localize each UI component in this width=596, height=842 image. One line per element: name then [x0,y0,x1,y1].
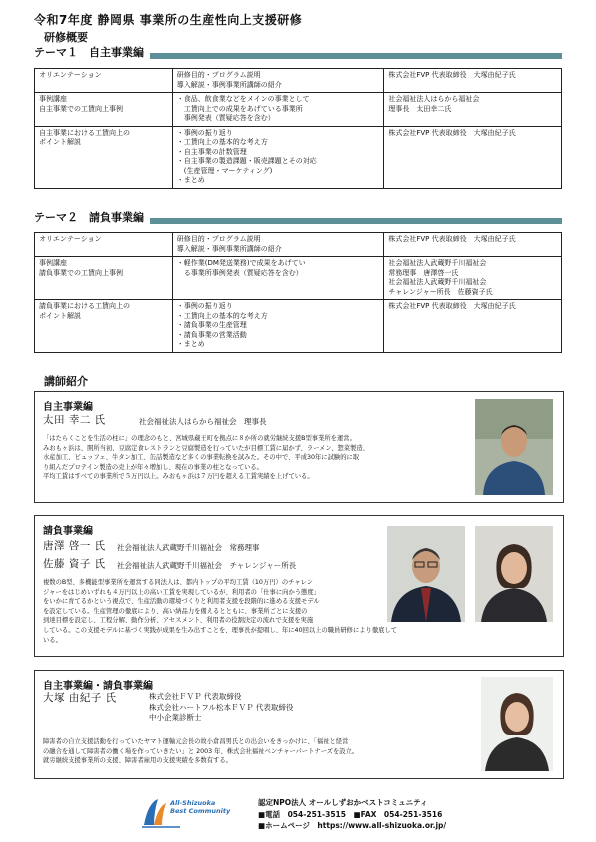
person-photo-icon [481,677,553,771]
content-cell: ・事例の振り返り ・工賃向上の基本的な考え方 ・請負事業の生産管理 ・請負事業の営業活動 ・まとめ [172,300,384,353]
content-cell: ・軽作業(DM発送業務)で成果をあげてい る事業所事例発表（質疑応答を含む） [172,257,384,300]
lecturer-name: 佐藤 資子 氏 [43,558,106,570]
lecturer-name: 大塚 由紀子 氏 [43,692,117,704]
table-row [35,257,562,300]
content-cell: ・食品、飲食業などをメインの事業として 工賃向上での成果をあげている事業所 事例発表（質疑応答を含む） [172,93,384,127]
person-photo-icon [387,526,465,622]
lecturer-bio: 障害者の自立支援活動を行っていたヤマト運輸元会長の故小倉昌男氏との出会いをきっかけに、「福祉と経営 の融合を通して障害者の働く場を作っていきたい」と 2003 年、株式会社福祉ベンチャーパートナーズを設立。 就労継続支援事業所の支援、障害者雇用の支援実績を多数有する。 [43,738,359,765]
theme1-heading: テーマ１ 自主事業編 [34,46,144,59]
page-title: 令和7年度 静岡県 事業所の生産性向上支援研修 [34,13,303,27]
org-logo [140,795,240,831]
table-row [35,69,562,93]
instructor-cell: 株式会社FVP 代表取締役 大塚由紀子氏 [384,300,562,353]
footer-website-link[interactable]: ■ホームページ https://www.all-shizuoka.or.jp/ [258,821,447,830]
lecturer-photo-otsuka [481,677,553,771]
lecturer-org: 社会福祉法人はらから福祉会 理事長 [139,417,267,426]
lecturer-bio: 「はたらくことを生活の柱に」の理念のもと、宮城県蔵王町を拠点に８か所の就労継続支援B型事業所を運営。 みおもヶ浜は、開所当初、豆腐定食レストランと豆腐製造を行っていたが目標工賃に届かず、ラーメン、惣菜製造、 水産加工、ビュッフェ、牛タン加工、缶詰製造など多くの事業転換を試みた。その中で、平成30年に試験的に取 り組んだプロテイン製造の売上が年々増加し、現在の事業の柱となっている。 平均工賃はすべての事業所で５万円以上。みおもヶ浜は７万円を超える工賃実績を上げている。 [43,435,369,481]
content-cell: 研修目的・プログラム説明 導入解説・事例事業所講師の紹介 [172,69,384,93]
theme2-table [34,232,562,353]
lecturer-bio: 複数のB型、多機能型事業所を運営する同法人は、都内トップの平均工賃（10万円）のチャレン ジャーをはじめいずれも４万円以上の高い工賃を実現しているが、利用者の「仕事に向かう態度」 をいかに育てるかという視点で、生産活動の環境づくりと利用者支援を段階的に進める支援モデル を設定している。生産管理の徹底により、高い納品力を備えるとともに、事業所ごとに支援の 到達目標を設定し、工程分解、動作分析、アセスメント、利用者の役割決定の流れで支援を実施 している。この支援モデルに基づく実践が成果を生み出すことを、理事長が提唱し、年に40回以上の職員研修により徹底している。 [43,579,398,644]
card-title: 自主事業編 [43,402,93,413]
table-row [35,93,562,127]
session-cell: オリエンテーション [35,69,173,93]
lecturer-org: 社会福祉法人武蔵野千川福祉会 常務理事 [117,543,260,552]
content-cell: ・事例の振り返り ・工賃向上の基本的な考え方 ・自主事業の計数管理 ・自主事業の製造課題・販売課題とその対応 (生産管理・マーケティング) ・まとめ [172,126,384,188]
lecturer-photo-karasawa [387,526,465,622]
lecturer-photo-ota [475,399,553,495]
lecturer-org: 株式会社ＦＶＰ 代表取締役 株式会社ハートフル松本ＦＶＰ 代表取締役 中小企業診断士 [149,692,294,722]
lecturer-name: 太田 幸二 氏 [43,414,106,426]
card-title: 請負事業編 [43,526,93,537]
content-cell: 研修目的・プログラム説明 導入解説・事例事業所講師の紹介 [172,233,384,257]
theme2-accent-bar [150,218,562,224]
instructor-cell: 社会福祉法人武蔵野千川福祉会 常務理事 唐澤啓一氏 社会福祉法人武蔵野千川福祉会 チャレンジャー所長 佐藤資子氏 [384,257,562,300]
instructor-cell: 株式会社FVP 代表取締役 大塚由紀子氏 [384,69,562,93]
table-row [35,300,562,353]
lecturer-card-musashino [34,515,564,657]
lecturer-card-ota [34,391,564,503]
table-row [35,233,562,257]
session-cell: 請負事業における工賃向上の ポイント解説 [35,300,173,353]
lecturer-org: 社会福祉法人武蔵野千川福祉会 チャレンジャー所長 [117,561,297,570]
lecturer-card-otsuka [34,670,564,779]
session-cell: 自主事業における工賃向上の ポイント解説 [35,126,173,188]
theme1-accent-bar [150,53,562,59]
card-title: 自主事業編・請負事業編 [43,681,153,692]
footer-org-name: 認定NPO法人 オールしずおかベストコミュニティ [258,798,428,807]
table-row [35,126,562,188]
person-photo-icon [475,399,553,495]
lecturer-name: 唐澤 啓一 氏 [43,540,106,552]
section-heading-overview: 研修概要 [44,31,88,44]
session-cell: オリエンテーション [35,233,173,257]
person-photo-icon [475,526,553,622]
session-cell: 事例講座 自主事業での工賃向上事例 [35,93,173,127]
footer-phone-fax: ■電話 054-251-3515 ■FAX 054-251-3516 [258,810,443,819]
session-cell: 事例講座 請負事業での工賃向上事例 [35,257,173,300]
logo-text: All-Shizuoka Best Community [170,799,231,815]
lecturer-photo-sato [475,526,553,622]
instructor-cell: 社会福祉法人はらから福祉会 理事長 太田幸二氏 [384,93,562,127]
theme1-table [34,68,562,189]
section-heading-lecturers: 講師紹介 [44,375,88,388]
theme2-heading: テーマ２ 請負事業編 [34,211,144,224]
instructor-cell: 株式会社FVP 代表取締役 大塚由紀子氏 [384,233,562,257]
instructor-cell: 株式会社FVP 代表取締役 大塚由紀子氏 [384,126,562,188]
